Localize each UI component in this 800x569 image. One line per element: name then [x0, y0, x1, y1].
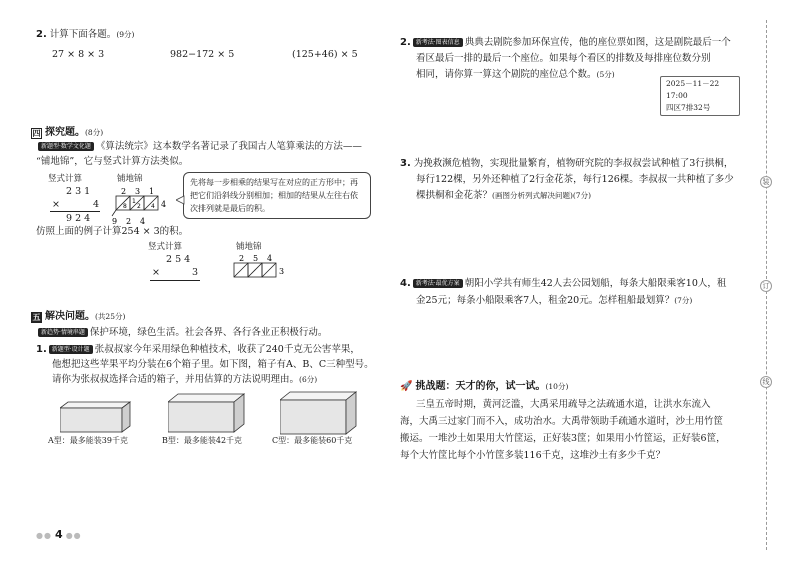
footer-dots-left: ●● — [36, 531, 52, 540]
section5-intro-text: 保护环境，绿色生活。社会各界、各行各业正积极行动。 — [89, 327, 328, 338]
task-vertical-op: × — [152, 267, 160, 278]
right-q2-text-1: 典典去剧院参加环保宣传，他的座位票如图，这是剧院最后一个 — [464, 37, 731, 48]
example-vertical-mult: 4 — [93, 199, 100, 210]
right-q4-text-1: 朝阳小学共有师生42人去公园划船，每条大船限乘客10人，租 — [464, 278, 727, 289]
label-pudijin: 铺地锦 — [117, 174, 143, 184]
example-grid-result-1: 9 — [112, 217, 118, 226]
example-grid-result-2: 2 — [126, 217, 132, 226]
section5-q1-line1 — [36, 343, 360, 357]
right-q4-text-2: 金25元；每条小船限乘客7人，租金20元。怎样租船最划算？ — [416, 295, 675, 306]
example-grid-cell-2: 2 — [137, 203, 141, 210]
section5-q1-score: (6分) — [299, 375, 318, 384]
example-vertical-op: × — [52, 199, 60, 210]
expression-2: 982−172 × 5 — [170, 49, 235, 60]
task-grid-mult: 3 — [279, 267, 285, 276]
section4-heading — [31, 126, 103, 140]
section4-tag: 新题型·数学文化题 — [38, 142, 94, 151]
left-q2-text: 计算下面各题。 — [49, 29, 117, 40]
left-q2-score: (9分) — [116, 30, 135, 39]
task-grid-top-3: 4 — [267, 254, 273, 263]
challenge-line1: 三皇五帝时期，黄河泛滥，大禹采用疏导之法疏通水道，让洪水东流入 — [416, 399, 711, 410]
label-vertical-calc: 竖式计算 — [48, 174, 83, 184]
example-pudijin-grid — [110, 186, 185, 228]
example-vertical-result: 9 2 4 — [66, 213, 91, 224]
right-q3-note: (画图分析列式解决问题) — [492, 191, 573, 200]
speech-bubble-pointer — [176, 195, 185, 208]
challenge-line2: 海，大禹三过家门而不入，成功治水。大禹带领助手疏通水道时，沙土用竹筐 — [400, 416, 724, 427]
box-c-caption: C型：最多能装60千克 — [272, 436, 353, 445]
challenge-score: (10分) — [545, 382, 569, 391]
box-c-illustration — [280, 386, 358, 439]
box-a-caption: A型：最多能装39千克 — [48, 436, 128, 445]
binding-mark-1: 装 — [760, 176, 772, 188]
task-vertical-top: 2 5 4 — [166, 254, 191, 265]
right-q2-number: 2. — [400, 37, 411, 48]
example-vertical-top: 2 3 1 — [66, 186, 91, 197]
section5-q1-text-1: 张叔叔家今年采用绿色种植技术，收获了240千克无公害苹果， — [94, 344, 360, 355]
footer-dots-right: ●● — [65, 531, 82, 540]
section5-intro — [36, 326, 327, 340]
example-grid-cell-4: 1 — [132, 198, 136, 205]
section5-q1-tag: 新题型·设计题 — [49, 345, 93, 354]
hint-speech-bubble — [183, 172, 371, 219]
section4-instruction: 仿照上面的例子计算254 × 3的积。 — [36, 226, 189, 237]
right-q4-number: 4. — [400, 278, 411, 289]
seat-ticket — [660, 76, 740, 116]
right-q2-line3 — [416, 68, 615, 82]
section4-score: (8分) — [85, 128, 104, 137]
right-q4-line2 — [416, 294, 692, 308]
left-q2-heading — [36, 28, 134, 42]
rocket-icon: 🚀 — [400, 381, 413, 392]
section4-line2: “铺地锦”，它与竖式计算方法类似。 — [36, 156, 189, 167]
example-grid-result-3: 4 — [140, 217, 146, 226]
example-grid-cell-3: 4 — [151, 203, 155, 210]
right-q4-score: (7分) — [674, 296, 693, 305]
task-pudijin-grid — [228, 253, 288, 283]
right-q3-line2: 每行122棵，另外还种植了2行金花茶，每行126棵。李叔叔一共种植了多少 — [416, 174, 734, 185]
task-grid-top-1: 2 — [239, 254, 245, 263]
section5-heading — [31, 310, 125, 324]
page-footer — [36, 528, 82, 541]
right-q3-line1 — [400, 157, 733, 171]
section4-line1 — [36, 140, 362, 154]
example-grid-cell-1: 8 — [123, 203, 127, 210]
section4-title: 探究题。 — [45, 127, 85, 138]
binding-mark-2: 订 — [760, 280, 772, 292]
challenge-line3: 搬运。一堆沙土如果用大竹筐运，正好装3筐；如果用小竹筐运，正好装6筐， — [400, 433, 726, 444]
expression-1: 27 × 8 × 3 — [52, 49, 105, 60]
right-q2-text-3: 相同，请你算一算这个剧院的座位总个数。 — [416, 69, 597, 80]
example-grid-top-3: 1 — [149, 187, 155, 196]
left-q2-number: 2. — [36, 29, 47, 40]
section5-q1-line2: 他想把这些苹果平均分装在6个箱子里。如下图，箱子有A、B、C三种型号。 — [52, 359, 374, 370]
section5-marker: 五 — [32, 313, 41, 322]
challenge-line4: 每个大竹筐比每个小竹筐多装116千克，这堆沙土有多少千克？ — [400, 450, 666, 461]
hint-line-1: 先将每一步相乘的结果写在对应的正方形中；再 — [190, 178, 358, 187]
right-q2-tag: 新考法·图表信息 — [413, 38, 463, 47]
challenge-heading — [400, 380, 568, 394]
section5-title: 解决问题。 — [45, 311, 95, 322]
task-label-pudijin: 铺地锦 — [236, 242, 262, 252]
right-q2-line2: 看区最后一排的最后一个座位。如果每个看区的排数及每排座位数分别 — [416, 53, 711, 64]
task-grid-top-2: 5 — [253, 254, 259, 263]
box-a-illustration — [60, 396, 132, 437]
right-q2-score: (5分) — [596, 70, 615, 79]
ticket-seat: 四区7排32号 — [666, 103, 711, 112]
ticket-datetime: 2025－11－22 17:00 — [666, 79, 720, 100]
page-number: 4 — [55, 528, 63, 541]
box-b-caption: B型：最多能装42千克 — [162, 436, 243, 445]
task-vertical-rule — [150, 280, 200, 281]
hint-line-3: 次排列就是最后的积。 — [190, 204, 270, 213]
section5-q1-text-3: 请你为张叔叔选择合适的箱子，并用估算的方法说明理由。 — [52, 374, 300, 385]
right-q3-number: 3. — [400, 158, 411, 169]
section5-q1-number: 1. — [36, 344, 47, 355]
section5-tag: 新趋势·情境串题 — [38, 328, 88, 337]
right-q3-text-3: 棵拱桐和金花茶？ — [416, 190, 493, 201]
expression-3: (125+46) × 5 — [292, 49, 358, 60]
challenge-title: 挑战题：天才的你，试一试。 — [415, 381, 546, 392]
hint-line-2: 把它们沿斜线分别相加；相加的结果从左往右依 — [190, 191, 358, 200]
task-label-vertical: 竖式计算 — [148, 242, 183, 252]
box-b-illustration — [168, 388, 246, 437]
example-grid-top-1: 2 — [121, 187, 127, 196]
section5-score: (共25分) — [95, 312, 126, 321]
right-q4-tag: 新考法·最优方案 — [413, 279, 463, 288]
example-grid-mult: 4 — [161, 200, 167, 209]
right-q2-line1 — [400, 36, 731, 50]
section4-marker: 四 — [32, 129, 41, 138]
right-q3-score: (7分) — [572, 191, 591, 200]
section5-q1-line3 — [52, 373, 317, 387]
binding-mark-3: 线 — [760, 376, 772, 388]
right-q3-text-1: 为挽救濒危植物，实现批量繁育，植物研究院的李叔叔尝试种植了3行拱桐， — [413, 158, 734, 169]
right-q4-line1 — [400, 277, 726, 291]
section4-text-1: 《算法统宗》这本数学名著记录了我国古人笔算乘法的方法—— — [95, 141, 362, 152]
task-vertical-mult: 3 — [192, 267, 199, 278]
example-grid-top-2: 3 — [135, 187, 141, 196]
right-q3-line3 — [416, 189, 591, 203]
